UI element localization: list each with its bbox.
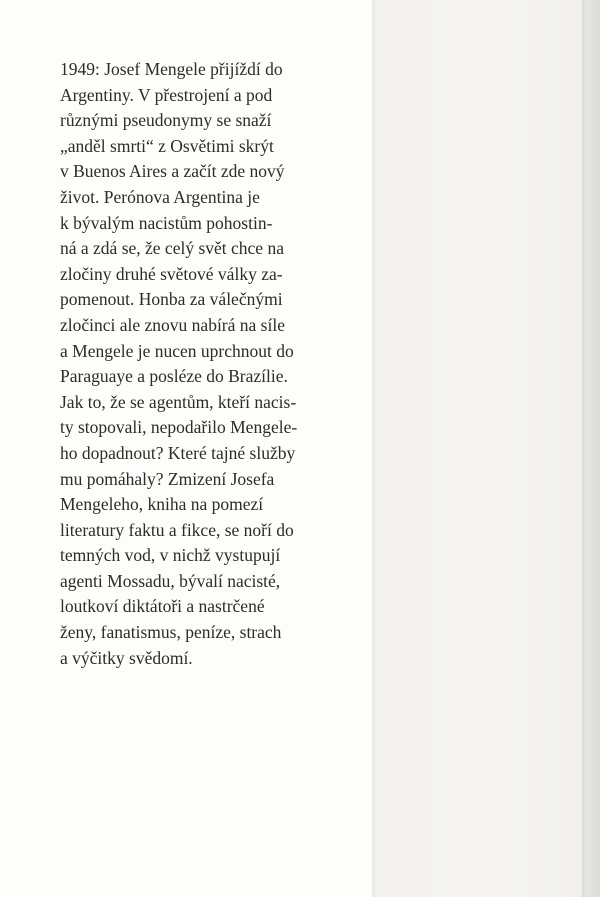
cover-edge bbox=[582, 0, 600, 897]
blurb-line: život. Perónova Argentina je bbox=[60, 186, 260, 207]
blurb-line: ná a zdá se, že celý svět chce na bbox=[60, 238, 284, 259]
blurb-line: a Mengele je nucen uprchnout do bbox=[60, 340, 294, 361]
blurb-line: mu pomáhaly? Zmizení Josefa bbox=[60, 468, 275, 489]
blurb-line: v Buenos Aires a začít zde nový bbox=[60, 161, 285, 182]
blurb-line: ty stopovali, nepodařilo Mengele- bbox=[60, 417, 298, 438]
blurb-line: temných vod, v nichž vystupují bbox=[60, 545, 281, 566]
blurb-line: agenti Mossadu, bývalí nacisté, bbox=[60, 570, 281, 591]
blurb-paragraph bbox=[60, 57, 360, 671]
blurb-line: různými pseudonymy se snaží bbox=[60, 110, 272, 131]
blurb-line: Jak to, že se agentům, kteří nacis- bbox=[60, 391, 297, 412]
blurb-line: zločiny druhé světové války za- bbox=[60, 263, 283, 284]
blurb-line: loutkoví diktátoři a nastrčené bbox=[60, 596, 265, 617]
blurb-line: literatury faktu a fikce, se noří do bbox=[60, 519, 294, 540]
blurb-line: ženy, fanatismus, peníze, strach bbox=[60, 622, 282, 643]
blurb-line: „anděl smrti“ z Osvětimi skrýt bbox=[60, 135, 274, 156]
blurb-line: Mengeleho, kniha na pomezí bbox=[60, 494, 264, 515]
blurb-line: Argentiny. V přestrojení a pod bbox=[60, 84, 273, 105]
blurb-line: k bývalým nacistům pohostin- bbox=[60, 212, 273, 233]
blurb-line: ho dopadnout? Které tajné služby bbox=[60, 442, 296, 463]
blurb-line: pomenout. Honba za válečnými bbox=[60, 289, 283, 310]
blurb-line: zločinci ale znovu nabírá na síle bbox=[60, 314, 285, 335]
blurb-line: Paraguaye a posléze do Brazílie. bbox=[60, 366, 288, 387]
blurb-line: 1949: Josef Mengele přijíždí do bbox=[60, 59, 283, 79]
cover-flap bbox=[372, 0, 582, 897]
blurb-line: a výčitky svědomí. bbox=[60, 647, 193, 668]
